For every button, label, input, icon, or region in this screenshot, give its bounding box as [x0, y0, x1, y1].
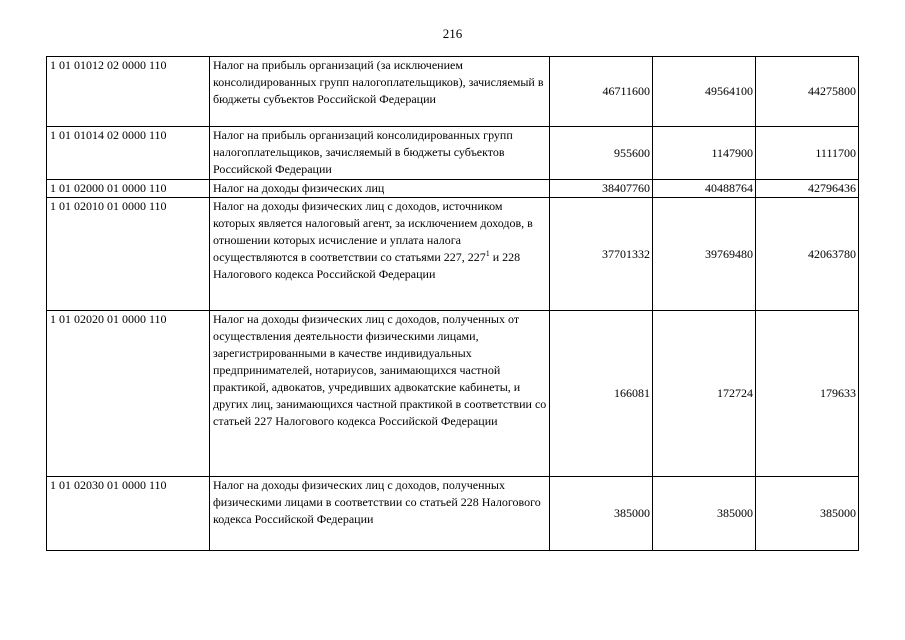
amount-year-1: 37701332 — [550, 198, 653, 311]
budget-classification-code: 1 01 01014 02 0000 110 — [47, 127, 210, 180]
amount-year-3: 42796436 — [756, 180, 859, 198]
budget-classification-code: 1 01 02030 01 0000 110 — [47, 477, 210, 551]
amount-year-1: 166081 — [550, 311, 653, 477]
amount-year-1: 46711600 — [550, 57, 653, 127]
table-row — [47, 57, 859, 127]
amount-year-2: 40488764 — [653, 180, 756, 198]
amount-year-2: 385000 — [653, 477, 756, 551]
table-row — [47, 311, 859, 477]
table-row — [47, 198, 859, 311]
revenue-description: Налог на прибыль организаций (за исключением консолидированных групп налогоплательщиков), зачисляемый в бюджеты субъектов Российской Федерации — [210, 57, 550, 127]
amount-year-2: 172724 — [653, 311, 756, 477]
amount-year-2: 49564100 — [653, 57, 756, 127]
table-row — [47, 477, 859, 551]
revenue-description: Налог на доходы физических лиц с доходов, полученных физическими лицами в соответствии со статьей 228 Налогового кодекса Российской Федерации — [210, 477, 550, 551]
revenue-description: Налог на доходы физических лиц — [210, 180, 550, 198]
table-row — [47, 127, 859, 180]
amount-year-2: 1147900 — [653, 127, 756, 180]
amount-year-1: 385000 — [550, 477, 653, 551]
table-row — [47, 180, 859, 198]
description-text-continued: и 228 Налогового кодекса Российской Федерации — [213, 250, 521, 281]
budget-classification-code: 1 01 02010 01 0000 110 — [47, 198, 210, 311]
amount-year-2: 39769480 — [653, 198, 756, 311]
budget-revenue-table — [46, 56, 859, 551]
revenue-description — [210, 198, 550, 311]
amount-year-1: 38407760 — [550, 180, 653, 198]
budget-classification-code: 1 01 01012 02 0000 110 — [47, 57, 210, 127]
description-text: Налог на доходы физических лиц с доходов, источником которых является налоговый агент, за исключением доходов, в отношении которых исчисление и уплата налога осуществляются в соответствии со статьями 227, 227 — [213, 199, 533, 264]
amount-year-3: 179633 — [756, 311, 859, 477]
revenue-description: Налог на прибыль организаций консолидированных групп налогоплательщиков, зачисляемый в бюджеты субъектов Российской Федерации — [210, 127, 550, 180]
revenue-description: Налог на доходы физических лиц с доходов, полученных от осуществления деятельности физическими лицами, зарегистрированными в качестве индивидуальных предпринимателей, нотариусов, занимающихся частной практикой, адвокатов, учредивших адвокатские кабинеты, и других лиц, занимающихся частной практикой в соответствии со статьей 227 Налогового кодекса Российской Федерации — [210, 311, 550, 477]
amount-year-1: 955600 — [550, 127, 653, 180]
amount-year-3: 42063780 — [756, 198, 859, 311]
amount-year-3: 385000 — [756, 477, 859, 551]
amount-year-3: 1111700 — [756, 127, 859, 180]
page-number: 216 — [442, 26, 463, 41]
budget-classification-code: 1 01 02000 01 0000 110 — [47, 180, 210, 198]
amount-year-3: 44275800 — [756, 57, 859, 127]
article-superscript: 1 — [485, 249, 490, 258]
budget-classification-code: 1 01 02020 01 0000 110 — [47, 311, 210, 477]
